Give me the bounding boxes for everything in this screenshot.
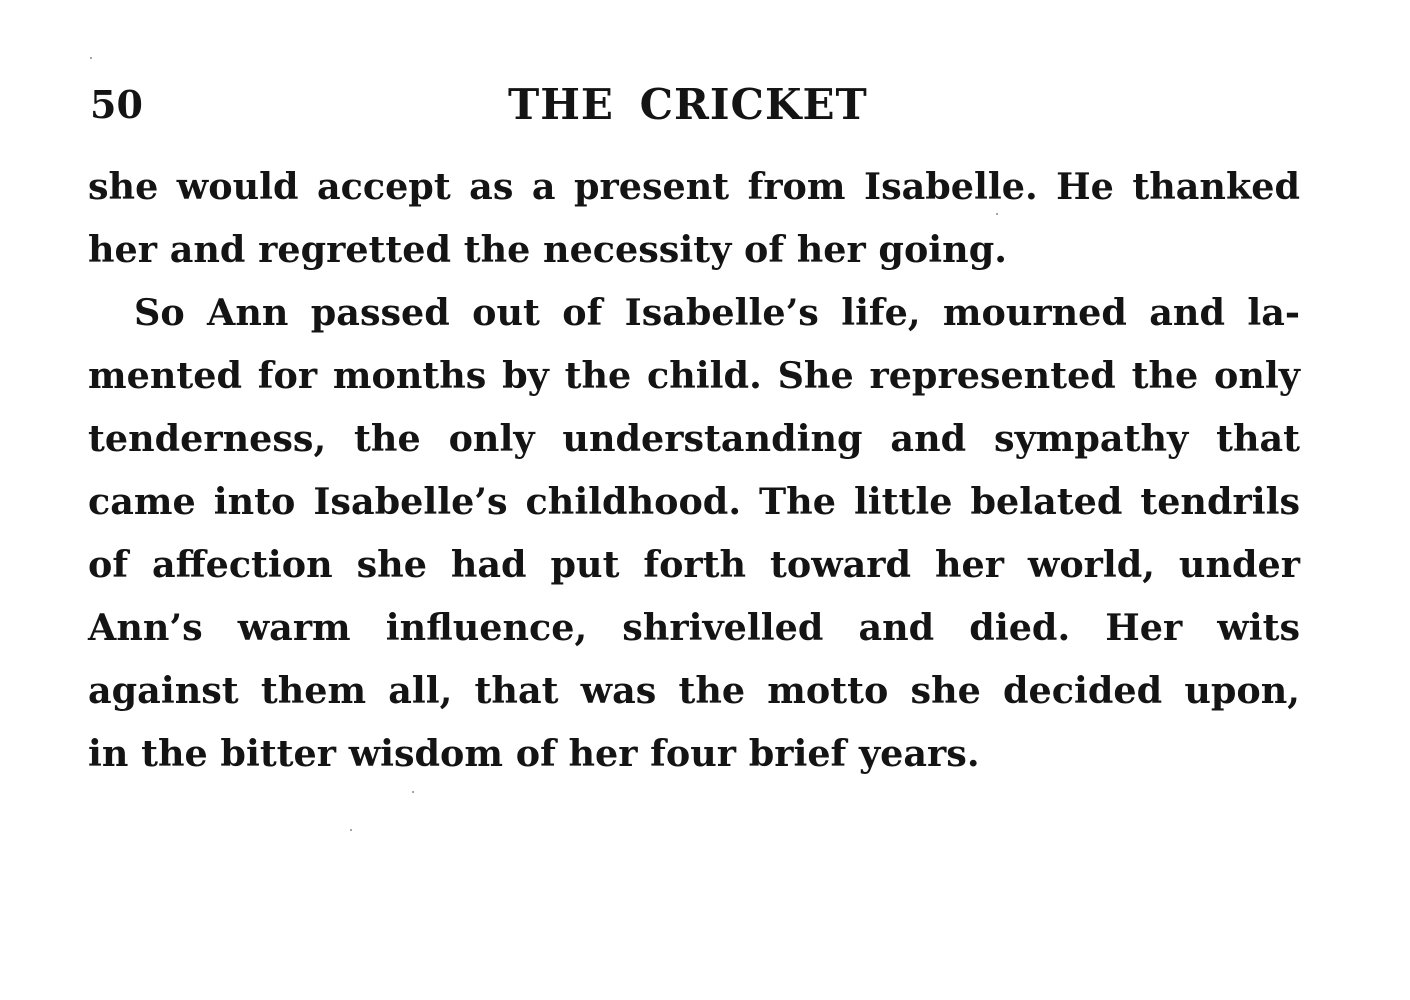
scan-speck bbox=[996, 213, 998, 215]
scan-speck bbox=[90, 57, 92, 59]
text-line: her and regretted the necessity of her going. bbox=[88, 228, 1007, 271]
text-line: Ann’s warm influence, shrivelled and died. Her wits bbox=[88, 606, 1300, 649]
running-head bbox=[88, 78, 1300, 134]
text-line: tenderness, the only understanding and sympathy that bbox=[88, 417, 1300, 460]
text-line: of affection she had put forth toward her world, under bbox=[88, 543, 1300, 586]
text-line: she would accept as a present from Isabelle. He thanked bbox=[88, 165, 1300, 208]
page-number: 50 bbox=[90, 82, 143, 127]
scan-speck bbox=[412, 791, 414, 793]
scan-speck bbox=[350, 829, 352, 831]
text-line: mented for months by the child. She represented the only bbox=[88, 354, 1300, 397]
text-line: So Ann passed out of Isabelle’s life, mourned and la- bbox=[134, 291, 1300, 334]
text-line: in the bitter wisdom of her four brief years. bbox=[88, 732, 980, 775]
text-line: came into Isabelle’s childhood. The little belated tendrils bbox=[88, 480, 1300, 523]
body-text bbox=[88, 155, 1300, 785]
text-line: against them all, that was the motto she decided upon, bbox=[88, 669, 1300, 712]
paragraph-continued bbox=[88, 155, 1300, 281]
paragraph bbox=[88, 281, 1300, 785]
running-title: THE CRICKET bbox=[508, 80, 868, 129]
